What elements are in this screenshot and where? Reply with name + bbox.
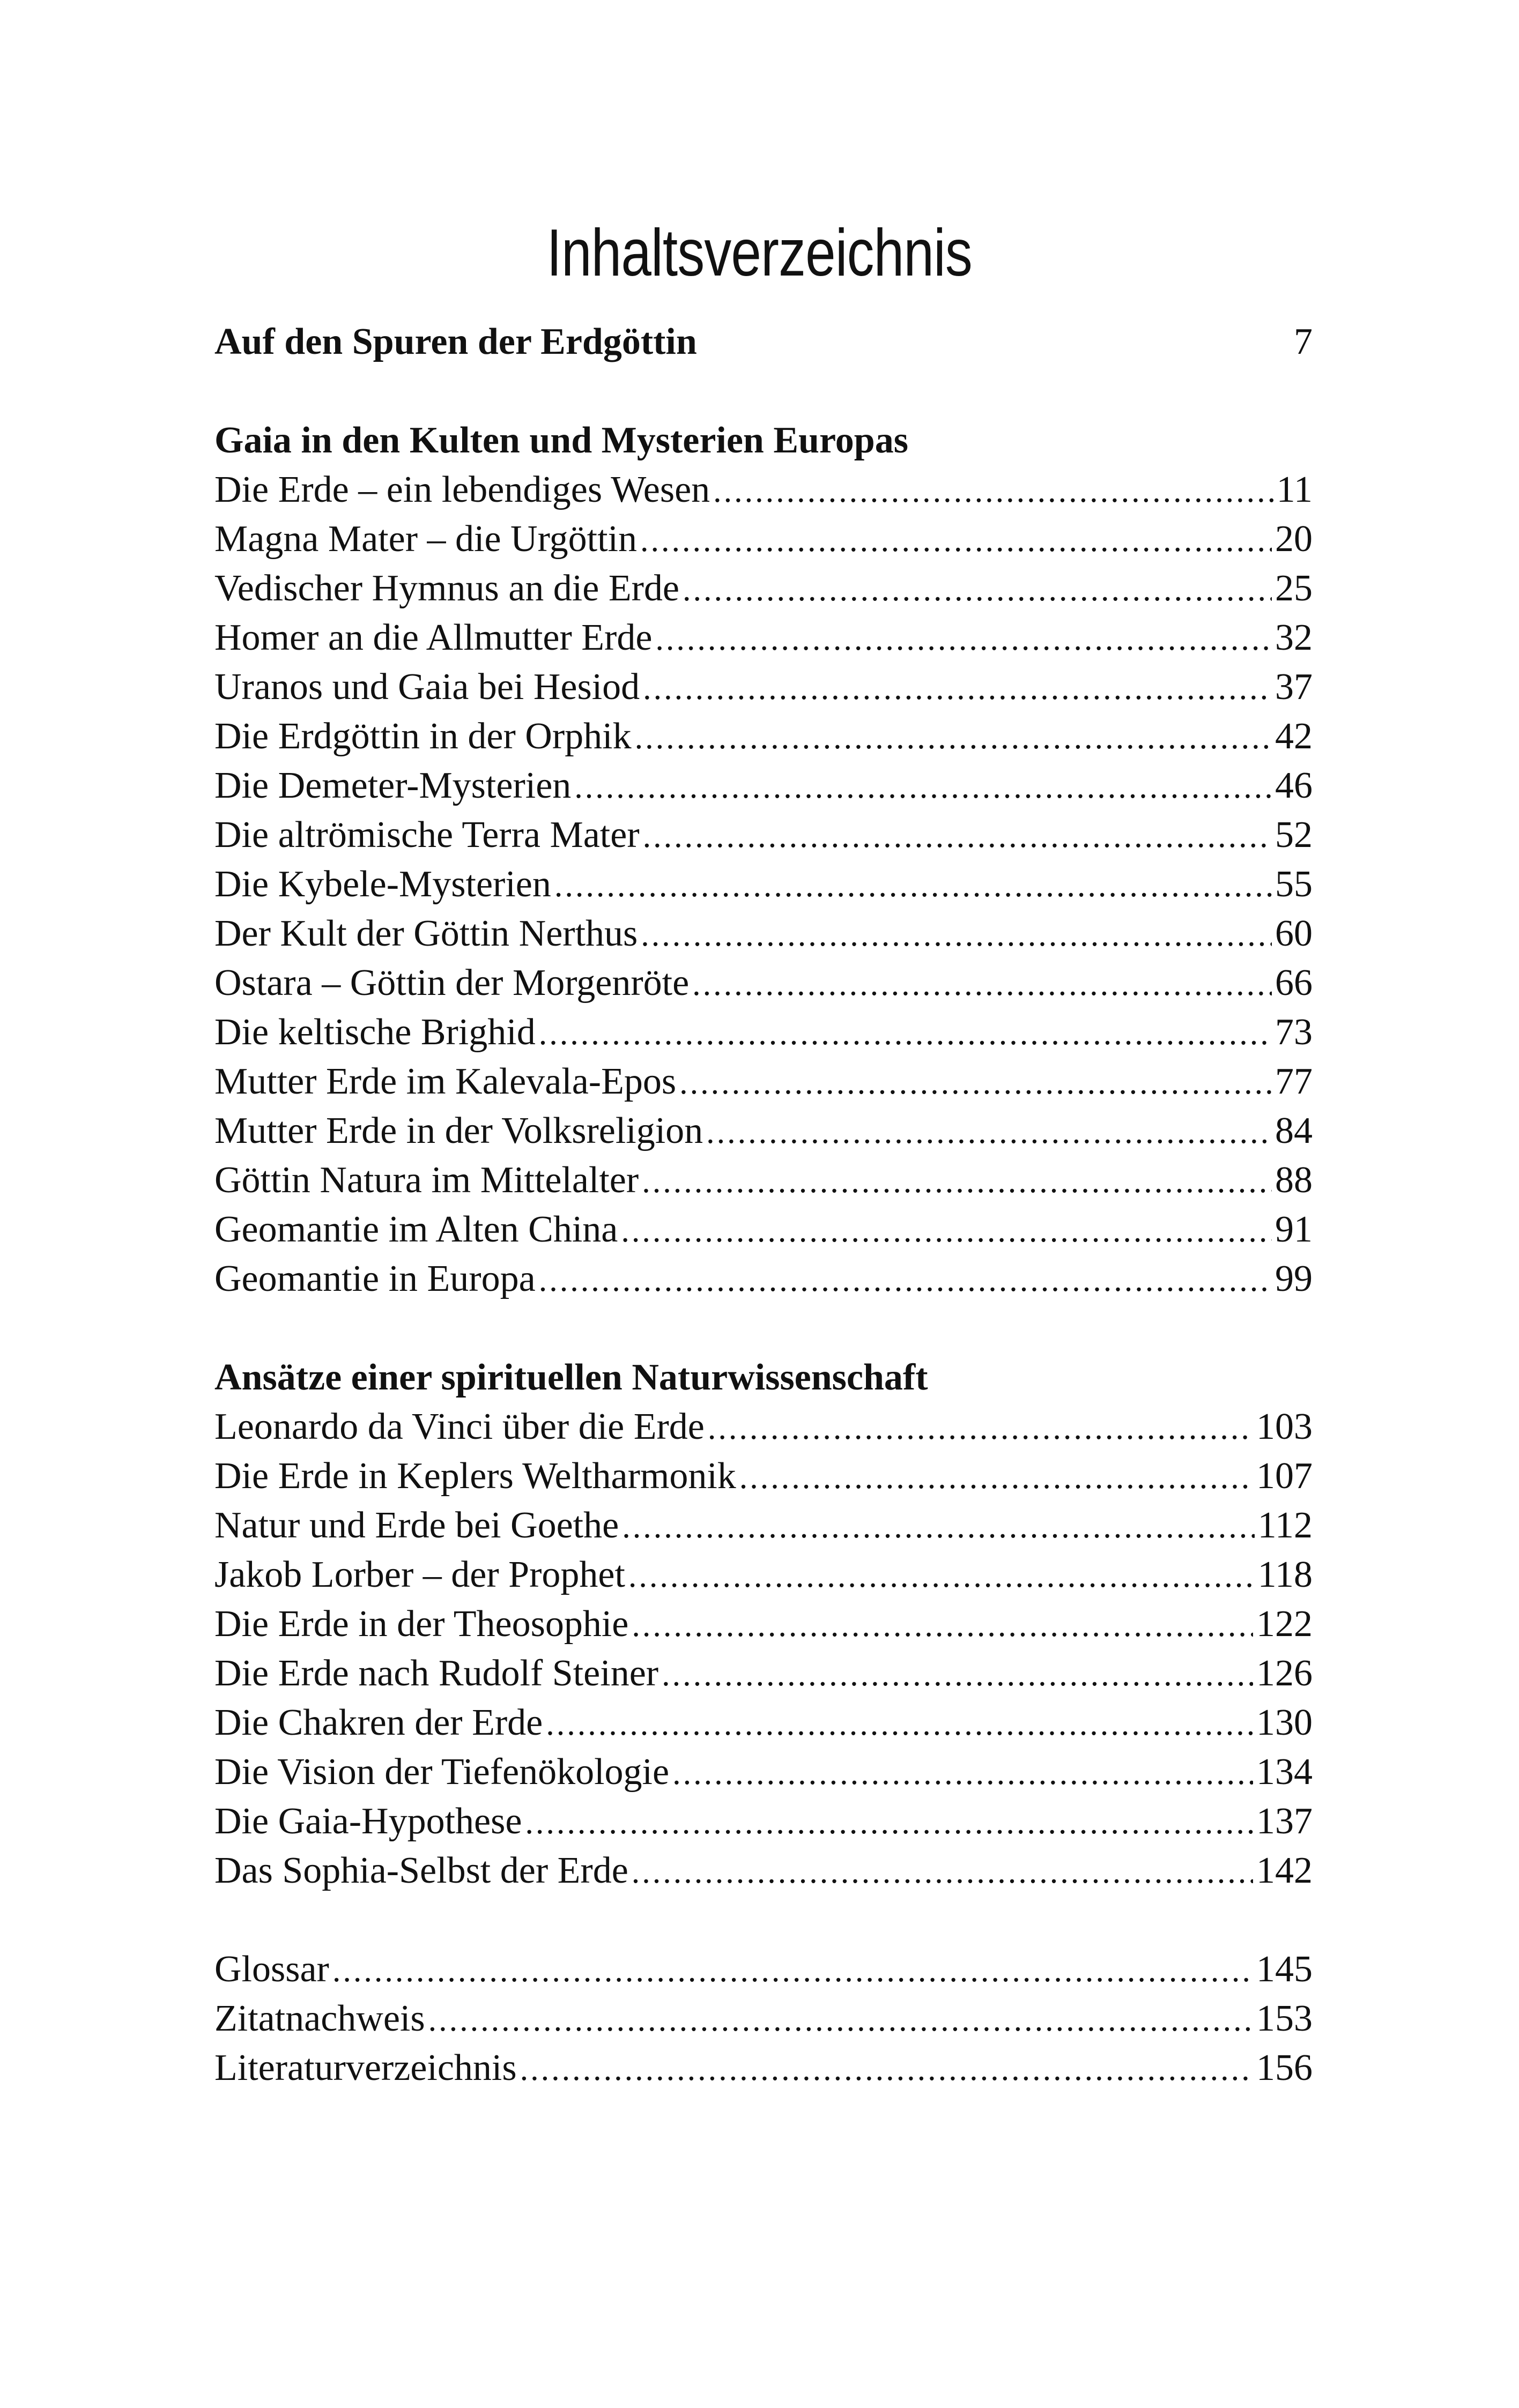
toc-entry[interactable] — [214, 1501, 1313, 1550]
toc-entry[interactable] — [214, 1649, 1313, 1698]
dot-leader — [692, 960, 1272, 1009]
toc-entry-page: 112 — [1257, 1505, 1313, 1546]
dot-leader — [642, 1157, 1272, 1206]
toc-entry-page: 145 — [1256, 1949, 1313, 1990]
toc-entry-label: Die Chakren der Erde — [214, 1702, 543, 1743]
toc-entry[interactable] — [214, 564, 1313, 613]
toc-entry-label: Glossar — [214, 1949, 329, 1990]
dot-leader — [632, 1601, 1253, 1650]
toc-intro-entry[interactable] — [214, 317, 1313, 367]
dot-leader — [643, 664, 1272, 713]
toc-entry-label: Die Erde nach Rudolf Steiner — [214, 1653, 659, 1694]
toc-entry-page: 20 — [1275, 518, 1313, 560]
toc-entry-page: 46 — [1275, 765, 1313, 806]
toc-entry-page: 73 — [1275, 1012, 1313, 1053]
dot-leader — [539, 1009, 1272, 1058]
dot-leader — [554, 861, 1272, 910]
dot-leader — [641, 910, 1272, 960]
dot-leader — [332, 1946, 1253, 1995]
toc-entry-label: Jakob Lorber – der Prophet — [214, 1554, 625, 1595]
toc-entry[interactable] — [214, 1106, 1313, 1156]
toc-entry-page: 66 — [1275, 962, 1313, 1004]
toc-entry[interactable] — [214, 761, 1313, 811]
toc-entry-label: Der Kult der Göttin Nerthus — [214, 913, 638, 954]
toc-entry-page: 130 — [1256, 1702, 1313, 1743]
toc-entry[interactable] — [214, 1600, 1313, 1649]
toc-entry-page: 91 — [1275, 1209, 1313, 1250]
toc-entry-page: 126 — [1256, 1653, 1313, 1694]
toc-entry[interactable] — [214, 465, 1313, 515]
toc-entry[interactable] — [214, 2043, 1313, 2093]
toc-entry-label: Die Demeter-Mysterien — [214, 765, 572, 806]
toc-entry-label: Auf den Spuren der Erdgöttin — [214, 321, 697, 362]
toc-entry-page: 103 — [1256, 1406, 1313, 1447]
toc-entry-page: 84 — [1275, 1110, 1313, 1151]
page-title: Inhaltsverzeichnis — [546, 216, 972, 290]
toc-entry-page: 11 — [1276, 469, 1313, 510]
toc-entry-label: Zitatnachweis — [214, 1998, 425, 2039]
toc-entry-page: 37 — [1275, 666, 1313, 708]
toc-entry[interactable] — [214, 1057, 1313, 1106]
toc-entry-label: Die keltische Brighid — [214, 1012, 536, 1053]
toc-entry-label: Homer an die Allmutter Erde — [214, 617, 653, 658]
dot-leader — [708, 1403, 1253, 1453]
toc-entry-page: 156 — [1256, 2047, 1313, 2089]
toc-entry-label: Ostara – Göttin der Morgenröte — [214, 962, 690, 1004]
dot-leader — [546, 1699, 1253, 1749]
dot-leader — [621, 1206, 1272, 1255]
toc-entry-page: 55 — [1275, 864, 1313, 905]
toc-entry-label: Leonardo da Vinci über die Erde — [214, 1406, 705, 1447]
toc-entry[interactable] — [214, 663, 1313, 712]
toc-entry[interactable] — [214, 860, 1313, 909]
dot-leader — [662, 1650, 1253, 1699]
toc-entry-page: 107 — [1256, 1455, 1313, 1497]
toc-entry[interactable] — [214, 712, 1313, 761]
dot-leader — [628, 1551, 1255, 1601]
dot-leader — [672, 1749, 1253, 1798]
toc-entry-label: Uranos und Gaia bei Hesiod — [214, 666, 640, 708]
toc-entry[interactable] — [214, 909, 1313, 958]
dot-leader — [525, 1798, 1253, 1847]
toc-entry-label: Das Sophia-Selbst der Erde — [214, 1850, 628, 1891]
toc-entry-label: Die Vision der Tiefenökologie — [214, 1751, 670, 1793]
toc-entry[interactable] — [214, 1008, 1313, 1057]
spacer — [214, 367, 1313, 416]
dot-leader — [632, 1847, 1253, 1897]
toc-entry[interactable] — [214, 1156, 1313, 1205]
toc-entry[interactable] — [214, 1254, 1313, 1304]
toc-entry[interactable] — [214, 1550, 1313, 1600]
toc-entry-page: 32 — [1275, 617, 1313, 658]
toc-entry-page: 118 — [1257, 1554, 1313, 1595]
toc-entry-page: 153 — [1256, 1998, 1313, 2039]
toc-entry-label: Die Gaia-Hypothese — [214, 1801, 522, 1842]
dot-leader — [520, 2045, 1253, 2094]
toc-entry-page: 142 — [1256, 1850, 1313, 1891]
dot-leader — [635, 713, 1272, 762]
spacer — [214, 1896, 1313, 1945]
toc-entry-page: 42 — [1275, 716, 1313, 757]
toc-entry[interactable] — [214, 1402, 1313, 1452]
toc-entry-label: Die Erdgöttin in der Orphik — [214, 716, 632, 757]
toc-entry-label: Göttin Natura im Mittelalter — [214, 1160, 639, 1201]
section-heading: Gaia in den Kulten und Mysterien Europas — [214, 420, 908, 461]
toc-entry-page: 134 — [1256, 1751, 1313, 1793]
toc-entry-page: 122 — [1256, 1603, 1313, 1645]
toc-entry-label: Vedischer Hymnus an die Erde — [214, 568, 679, 609]
dot-leader — [428, 1995, 1253, 2045]
toc-entry-label: Die Erde in der Theosophie — [214, 1603, 629, 1645]
toc-entry-label: Natur und Erde bei Goethe — [214, 1505, 619, 1546]
toc-entry[interactable] — [214, 1698, 1313, 1748]
dot-leader — [713, 466, 1273, 516]
toc-entry-label: Die altrömische Terra Mater — [214, 814, 640, 856]
toc-entry-label: Die Erde in Keplers Weltharmonik — [214, 1455, 736, 1497]
toc-entry-label: Die Erde – ein lebendiges Wesen — [214, 469, 710, 510]
toc-entry[interactable] — [214, 613, 1313, 663]
table-of-contents — [214, 317, 1313, 2093]
toc-entry-page: 25 — [1275, 568, 1313, 609]
toc-entry[interactable] — [214, 1205, 1313, 1254]
toc-entry[interactable] — [214, 1846, 1313, 1896]
dot-leader — [679, 1058, 1272, 1108]
toc-entry-label: Mutter Erde im Kalevala-Epos — [214, 1061, 677, 1102]
toc-entry[interactable] — [214, 1797, 1313, 1846]
toc-entry-label: Magna Mater – die Urgöttin — [214, 518, 637, 560]
toc-entry[interactable] — [214, 1994, 1313, 2043]
dot-leader — [539, 1255, 1272, 1305]
dot-leader — [739, 1453, 1253, 1502]
toc-entry[interactable] — [214, 515, 1313, 564]
spacer — [214, 1304, 1313, 1353]
toc-entry[interactable] — [214, 1945, 1313, 1994]
toc-entry[interactable] — [214, 811, 1313, 860]
dot-leader — [706, 1108, 1272, 1157]
toc-entry-page: 88 — [1275, 1160, 1313, 1201]
toc-entry-label: Die Kybele-Mysterien — [214, 864, 551, 905]
toc-entry-page: 77 — [1275, 1061, 1313, 1102]
toc-entry-page: 7 — [1294, 321, 1313, 362]
toc-entry-label: Geomantie im Alten China — [214, 1209, 618, 1250]
dot-leader — [683, 565, 1272, 614]
toc-entry-label: Geomantie in Europa — [214, 1258, 536, 1299]
toc-entry[interactable] — [214, 1452, 1313, 1501]
toc-entry-page: 137 — [1256, 1801, 1313, 1842]
section-heading: Ansätze einer spirituellen Naturwissenschaft — [214, 1357, 928, 1398]
toc-entry-label: Mutter Erde in der Volksreligion — [214, 1110, 703, 1151]
toc-entry[interactable] — [214, 958, 1313, 1008]
toc-entry-page: 60 — [1275, 913, 1313, 954]
dot-leader — [643, 812, 1272, 861]
dot-leader — [655, 614, 1272, 664]
dot-leader — [574, 762, 1272, 812]
dot-leader — [622, 1502, 1254, 1551]
dot-leader — [640, 516, 1272, 565]
toc-entry-page: 99 — [1275, 1258, 1313, 1299]
toc-entry[interactable] — [214, 1748, 1313, 1797]
toc-entry-label: Literaturverzeichnis — [214, 2047, 517, 2089]
toc-entry-page: 52 — [1275, 814, 1313, 856]
